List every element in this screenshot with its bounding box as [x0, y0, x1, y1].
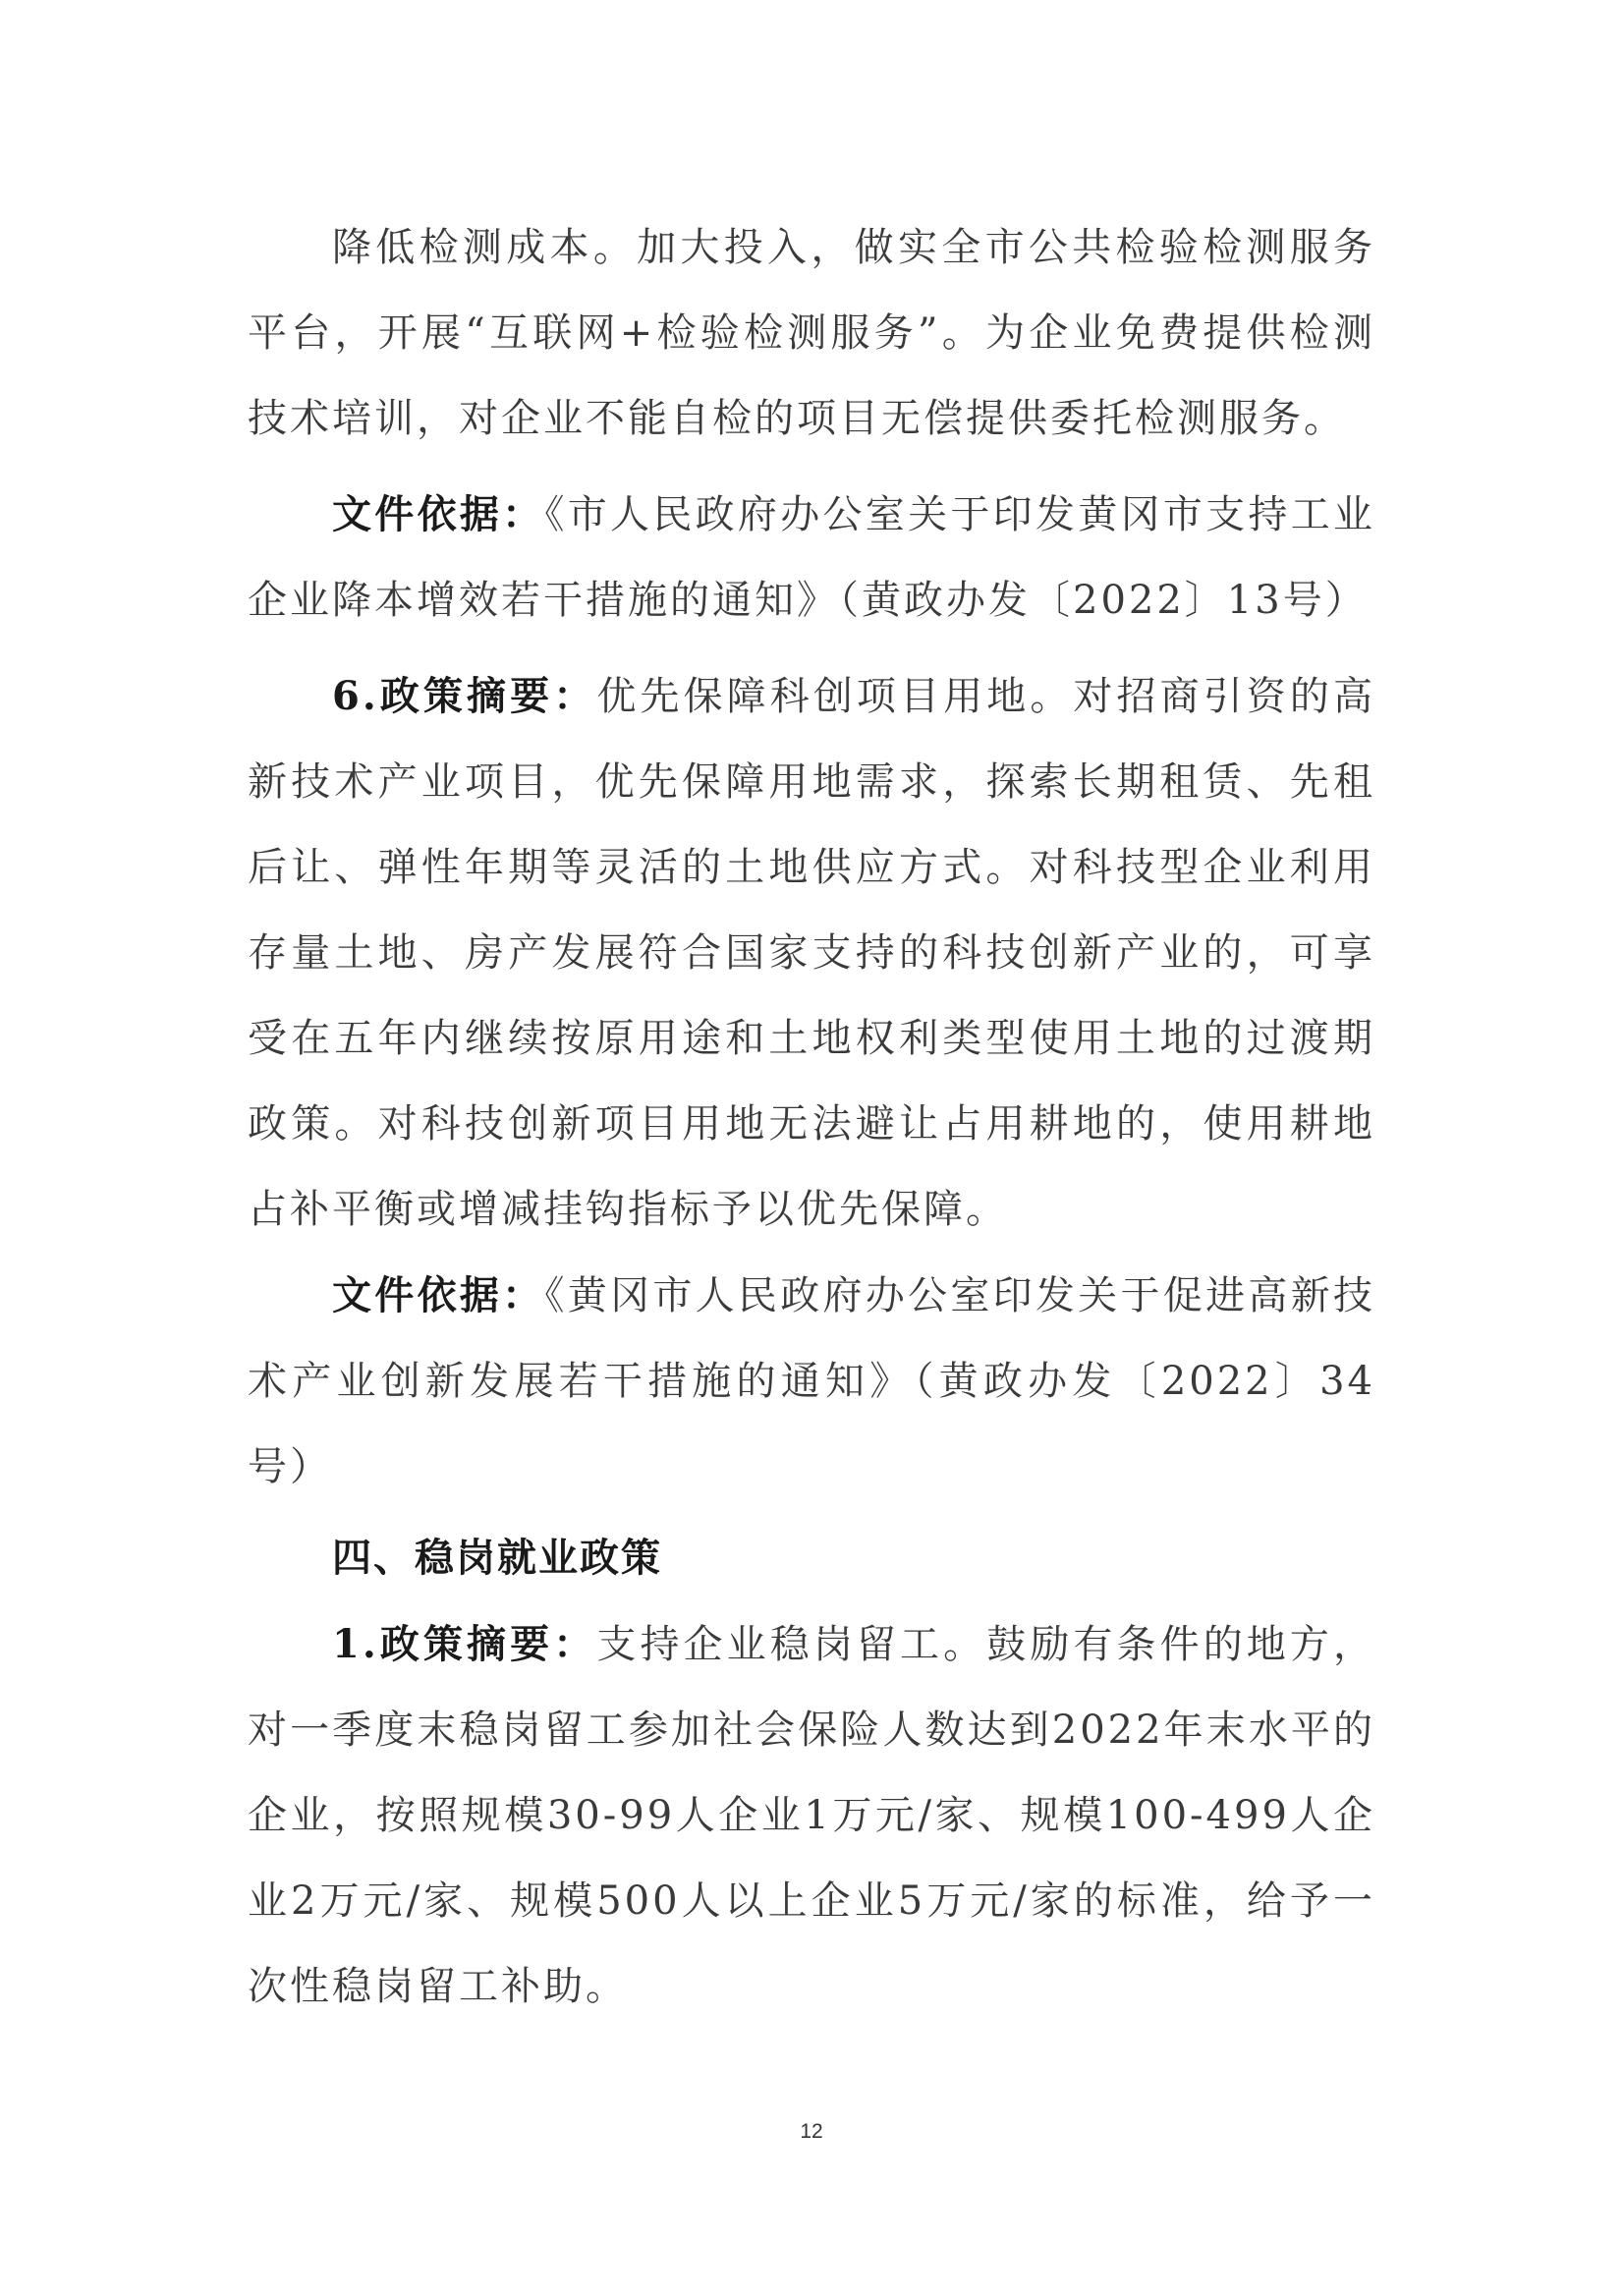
file-basis-paragraph — [248, 472, 1375, 644]
file-basis-label: 文件依据： — [332, 1272, 545, 1318]
paragraph-text: 降低检测成本。加大投入，做实全市公共检验检测服务平台，开展“互联网+检验检测服务”。为企业免费提供检测技术培训，对企业不能自检的项目无偿提供委托检测服务。 — [248, 225, 1375, 441]
policy-summary-text: 支持企业稳岗留工。鼓励有条件的地方，对一季度末稳岗留工参加社会保险人数达到2022年末水平的企业，按照规模30-99人企业1万元/家、规模100-499人企业2万元/家、规模500人以上企业5万元/家的标准，给予一次性稳岗留工补助。 — [248, 1622, 1375, 2009]
file-basis-paragraph — [248, 1253, 1375, 1510]
page-body — [248, 204, 1375, 2030]
policy-summary-paragraph — [248, 653, 1375, 1253]
policy-summary-paragraph — [248, 1601, 1375, 2030]
policy-summary-text: 优先保障科创项目用地。对招商引资的高新技术产业项目，优先保障用地需求，探索长期租赁、先租后让、弹性年期等灵活的土地供应方式。对科技型企业利用存量土地、房产发展符合国家支持的科技创新产业的，可享受在五年内继续按原用途和土地权利类型使用土地的过渡期政策。对科技创新项目用地无法避让占用耕地的，使用耕地占补平衡或增减挂钩指标予以优先保障。 — [248, 674, 1375, 1232]
file-basis-label: 文件依据： — [332, 491, 545, 537]
file-basis-text: 《市人民政府办公室关于印发黄冈市支持工业企业降本增效若干措施的通知》（黄政办发〔2022〕13号） — [248, 492, 1376, 623]
file-basis-text: 《黄冈市人民政府办公室印发关于促进高新技术产业创新发展若干措施的通知》（黄政办发〔2022〕34号） — [248, 1273, 1376, 1489]
section-heading: 四、稳岗就业政策 — [332, 1536, 662, 1581]
body-paragraph — [248, 204, 1375, 462]
page-number: 12 — [800, 2120, 823, 2143]
policy-summary-label: 1.政策摘要： — [332, 1621, 597, 1667]
policy-summary-label: 6.政策摘要： — [332, 673, 597, 719]
